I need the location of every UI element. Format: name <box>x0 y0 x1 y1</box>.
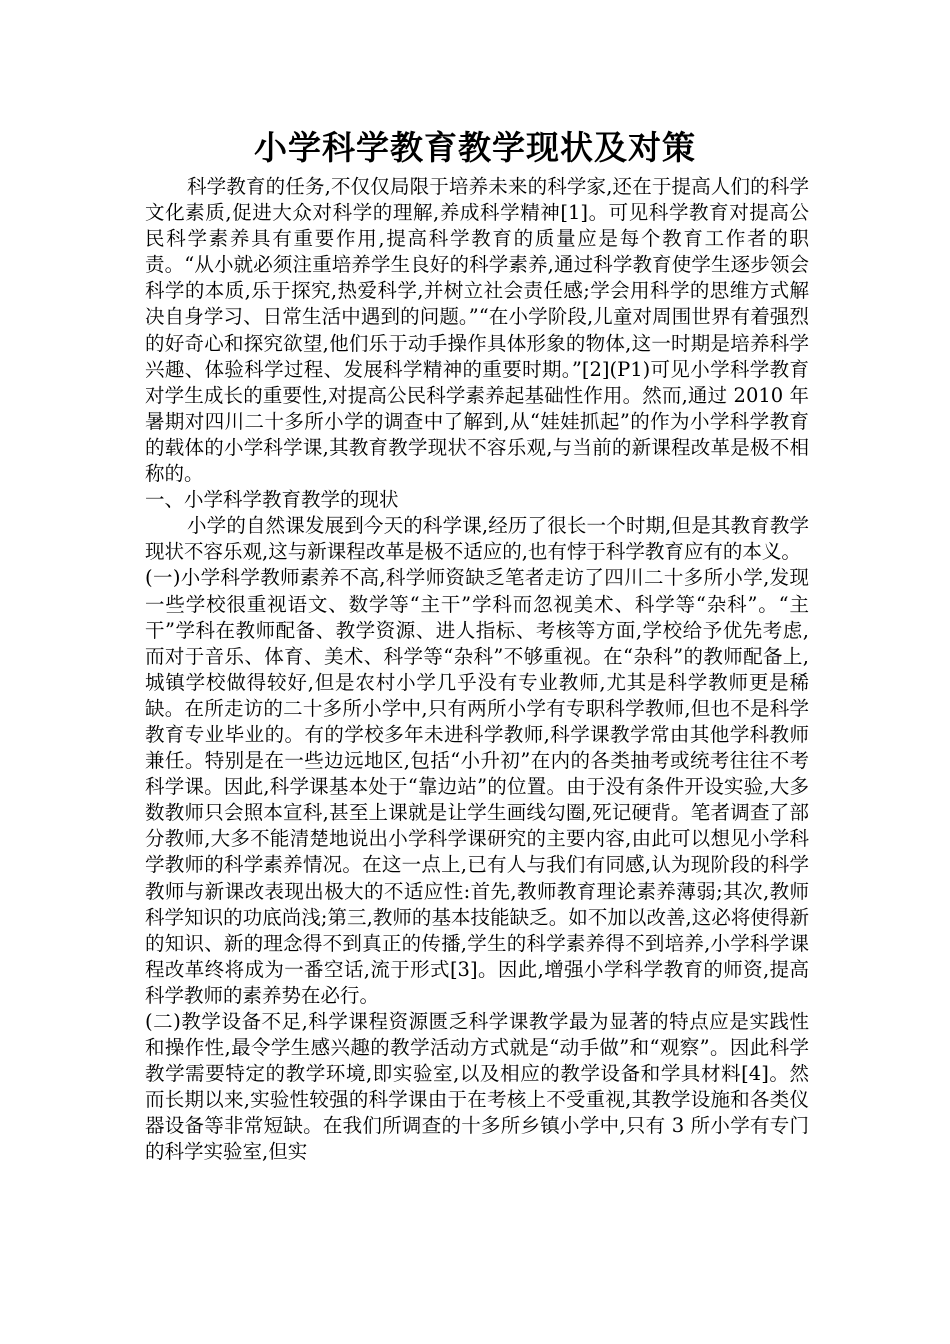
subsection-1-paragraph: (一)小学科学教师素养不高,科学师资缺乏笔者走访了四川二十多所小学,发现一些学校很重视语文、数学等“主干”学科而忽视美术、科学等“杂科”。“主干”学科在教师配备、教学资源、进人指标、考核等方面,学校给予优先考虑,而对于音乐、体育、美术、科学等“杂科”不够重视。在“杂科”的教师配备上,城镇学校做得较好,但是农村小学几乎没有专业教师,尤其是科学教师更是稀缺。在所走访的二十多所小学中,只有两所小学有专职科学教师,但也不是科学教育专业毕业的。有的学校多年未进科学教师,科学课教学常由其他学科教师兼任。特别是在一些边远地区,包括“小升初”在内的各类抽考或统考往往不考科学课。因此,科学课基本处于“靠边站”的位置。由于没有条件开设实验,大多数教师只会照本宣科,甚至上课就是让学生画线勾圈,死记硬背。笔者调查了部分教师,大多不能清楚地说出小学科学课研究的主要内容,由此可以想见小学科学教师的科学素养情况。在这一点上,已有人与我们有同感,认为现阶段的科学教师与新课改表现出极大的不适应性:首先,教师教育理论素养薄弱;其次,教师科学知识的功底尚浅;第三,教师的基本技能缺乏。如不加以改善,这必将使得新的知识、新的理念得不到真正的传播,学生的科学素养得不到培养,小学科学课程改革终将成为一番空话,流于形式[3]。因此,增强小学科学教育的师资,提高科学教师的素养势在必行。 <box>145 566 809 1007</box>
document-title: 小学科学教育教学现状及对策 <box>254 128 696 167</box>
subsection-2-paragraph: (二)教学设备不足,科学课程资源匮乏科学课教学最为显著的特点应是实践性和操作性,最令学生感兴趣的教学活动方式就是“动手做”和“观察”。因此科学教学需要特定的教学环境,即实验室,以及相应的教学设备和学具材料[4]。然而长期以来,实验性较强的科学课由于在考核上不受重视,其教学设施和各类仪器设备等非常短缺。在我们所调查的十多所乡镇小学中,只有 3 所小学有专门的科学实验室,但实 <box>145 1010 809 1164</box>
section-heading-1: 一、小学科学教育教学的现状 <box>145 488 399 512</box>
document-body <box>145 174 809 1166</box>
section-1-paragraph: 小学的自然课发展到今天的科学课,经历了很长一个时期,但是其教育教学现状不容乐观,这与新课程改革是极不适应的,也有悖于科学教育应有的本义。 <box>145 514 809 564</box>
intro-paragraph: 科学教育的任务,不仅仅局限于培养未来的科学家,还在于提高人们的科学文化素质,促进大众对科学的理解,养成科学精神[1]。可见科学教育对提高公民科学素养具有重要作用,提高科学教育的质量应是每个教育工作者的职责。“从小就必须注重培养学生良好的科学素养,通过科学教育使学生逐步领会科学的本质,乐于探究,热爱科学,并树立社会责任感;学会用科学的思维方式解决自身学习、日常生活中遇到的问题。”“在小学阶段,儿童对周围世界有着强烈的好奇心和探究欲望,他们乐于动手操作具体形象的物体,这一时期是培养科学兴趣、体验科学过程、发展科学精神的重要时期。”[2](P1)可见小学科学教育对学生成长的重要性,对提高公民科学素养起基础性作用。然而,通过 2010 年暑期对四川二十多所小学的调查中了解到,从“娃娃抓起”的作为小学科学教育的载体的小学科学课,其教育教学现状不容乐观,与当前的新课程改革是极不相称的。 <box>145 175 809 486</box>
